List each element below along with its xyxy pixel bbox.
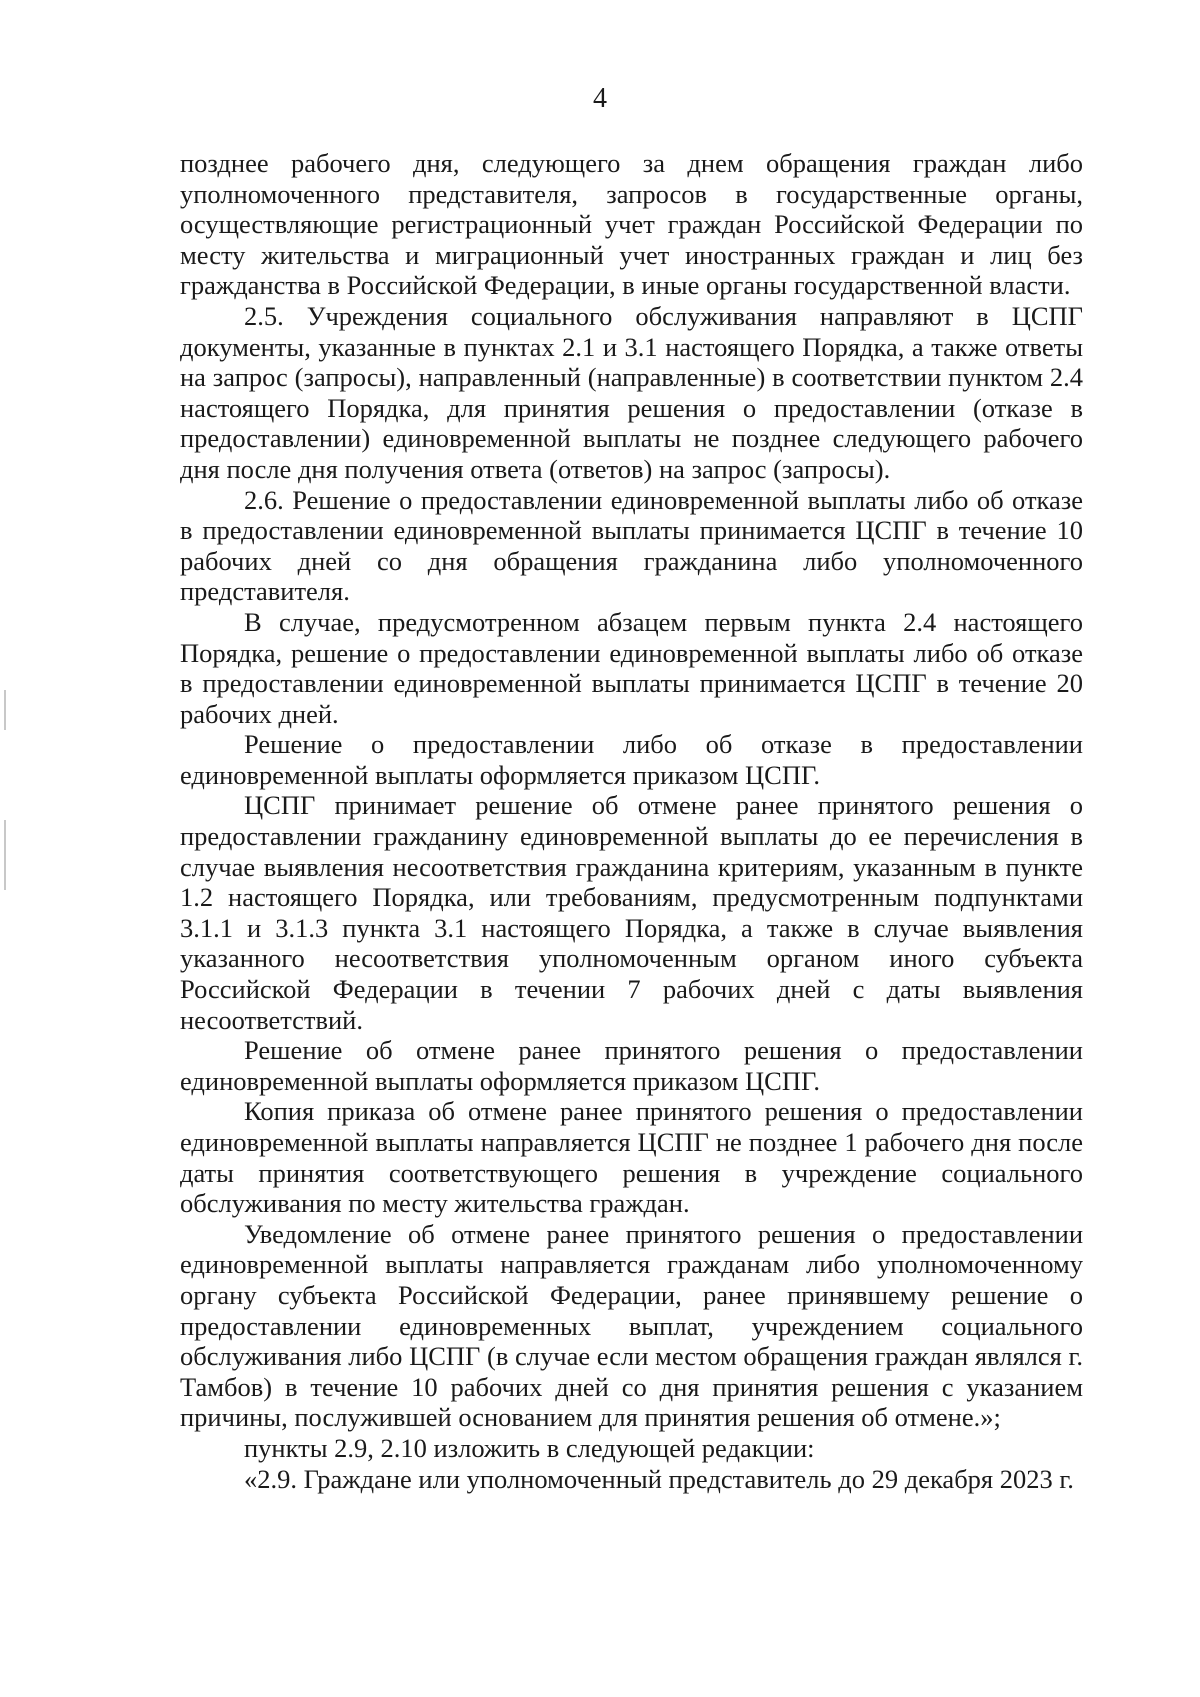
paragraph-2-9-start: «2.9. Граждане или уполномоченный представитель до 29 декабря 2023 г.: [244, 1463, 1074, 1494]
paragraph-continuation: позднее рабочего дня, следующего за днем обращения граждан либо уполномоченного представителя, запросов в государственные органы, осуществляющие регистрационный учет граждан Российской Федерации по месту жительства и миграционный учет иностранных граждан и лиц без гражданства в Российской Федерации, в иные органы государственной власти.: [180, 148, 1083, 301]
paragraph-2-6-case: В случае, предусмотренном абзацем первым пункта 2.4 настоящего Порядка, решение о предоставлении единовременной выплаты либо об отказе в предоставлении единовременной выплаты принимается ЦСПГ в течение 20 рабочих дней.: [180, 606, 1083, 729]
scan-edge-mark: [4, 820, 6, 890]
paragraph-2-6: 2.6. Решение о предоставлении единовременной выплаты либо об отказе в предоставлении единовременной выплаты принимается ЦСПГ в течение 10 рабочих дней со дня обращения гражданина либо уполномоченного представителя.: [180, 484, 1083, 607]
paragraph-amendment-intro: пункты 2.9, 2.10 изложить в следующей редакции:: [244, 1432, 815, 1463]
paragraph-order-copy: Копия приказа об отмене ранее принятого решения о предоставлении единовременной выплаты направляется ЦСПГ не позднее 1 рабочего дня после даты принятия соответствующего решения в учреждение социального обслуживания по месту жительства граждан.: [180, 1096, 1083, 1219]
document-body: [180, 148, 1083, 1494]
paragraph-cancellation-order: Решение об отмене ранее принятого решения о предоставлении единовременной выплаты оформляется приказом ЦСПГ.: [180, 1035, 1083, 1096]
page-number: 4: [593, 83, 607, 114]
scan-edge-mark: [4, 690, 6, 730]
paragraph-notification: Уведомление об отмене ранее принятого решения о предоставлении единовременной выплаты направляется гражданам либо уполномоченному органу субъекта Российской Федерации, ранее принявшему решение о предоставлении единовременных выплат, учреждением социального обслуживания либо ЦСПГ (в случае если местом обращения граждан являлся г. Тамбов) в течение 10 рабочих дней со дня принятия решения с указанием причины, послужившей основанием для принятия решения об отмене.»;: [180, 1218, 1083, 1433]
paragraph-decision-order: Решение о предоставлении либо об отказе в предоставлении единовременной выплаты оформляется приказом ЦСПГ.: [180, 729, 1083, 790]
paragraph-2-5: 2.5. Учреждения социального обслуживания направляют в ЦСПГ документы, указанные в пунктах 2.1 и 3.1 настоящего Порядка, а также ответы на запрос (запросы), направленный (направленные) в соответствии пунктом 2.4 настоящего Порядка, для принятия решения о предоставлении (отказе в предоставлении) единовременной выплаты не позднее следующего рабочего дня после дня получения ответа (ответов) на запрос (запросы).: [180, 300, 1083, 484]
paragraph-cancellation: ЦСПГ принимает решение об отмене ранее принятого решения о предоставлении гражданину единовременной выплаты до ее перечисления в случае выявления несоответствия гражданина критериям, указанным в пункте 1.2 настоящего Порядка, или требованиям, предусмотренным подпунктами 3.1.1 и 3.1.3 пункта 3.1 настоящего Порядка, а также в случае выявления указанного несоответствия уполномоченным органом иного субъекта Российской Федерации в течении 7 рабочих дней с даты выявления несоответствий.: [180, 790, 1083, 1035]
